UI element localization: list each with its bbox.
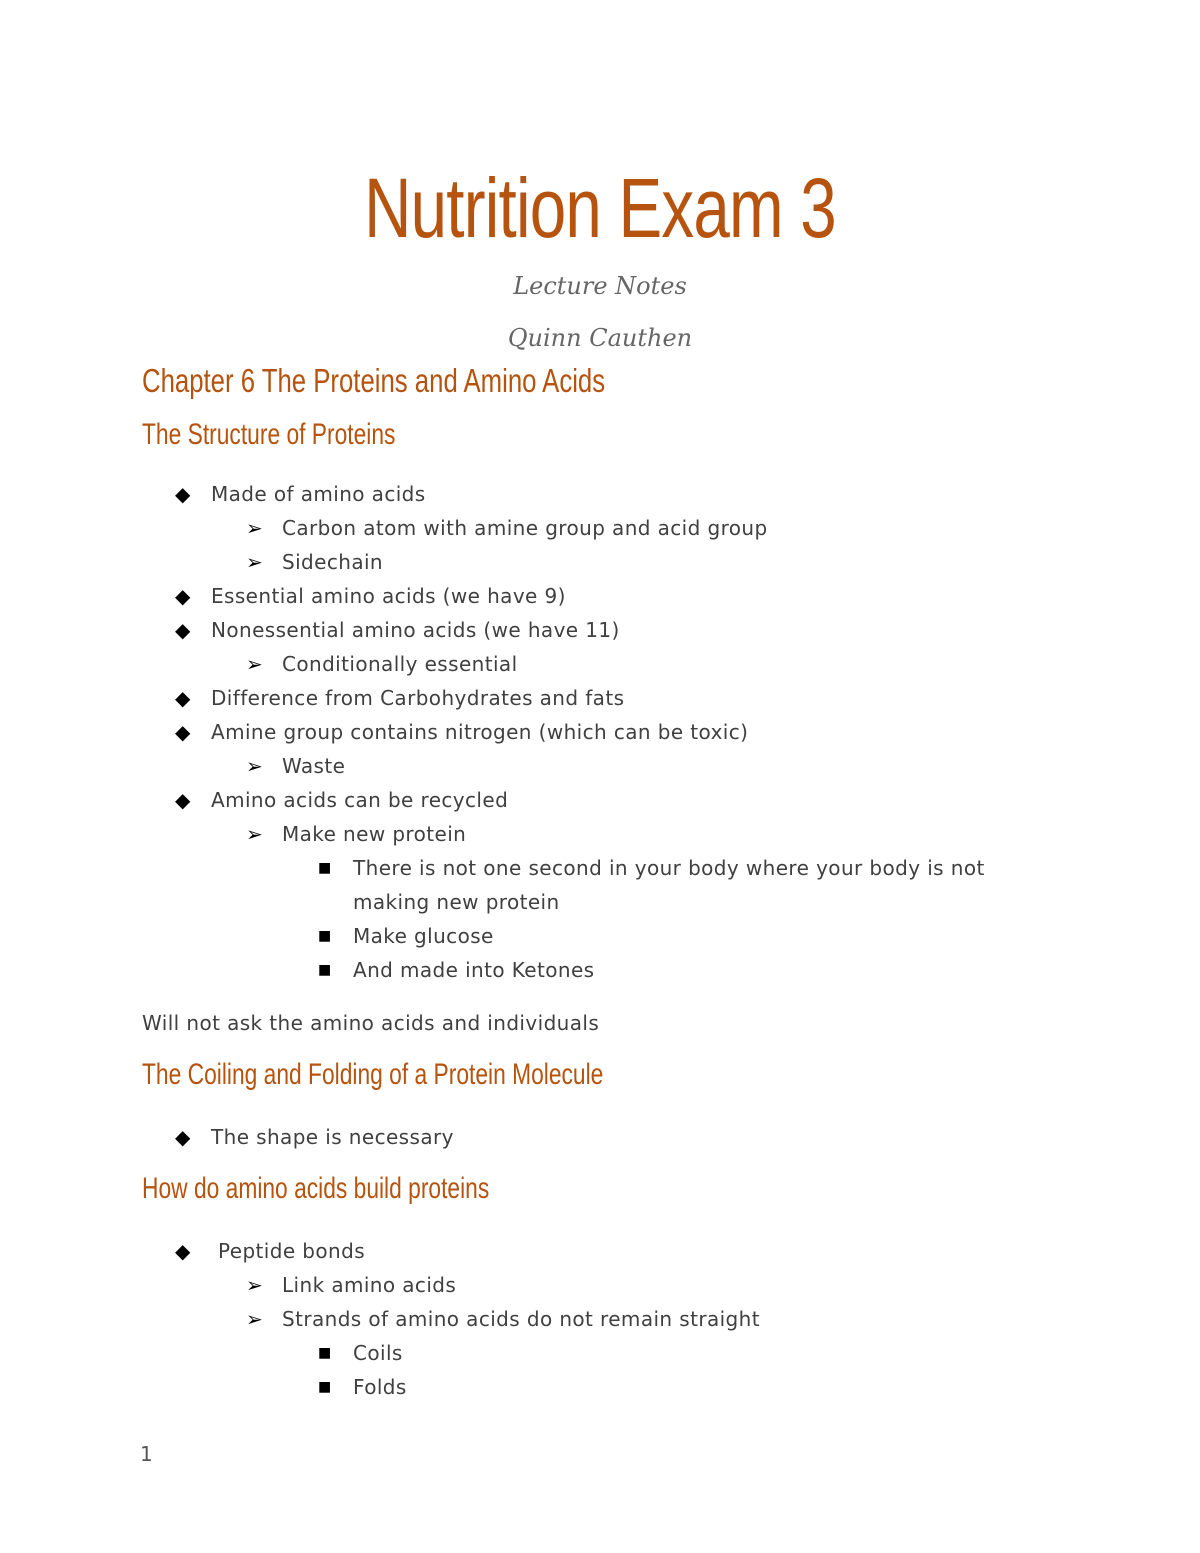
arrow-bullet-icon: ➢ <box>246 516 263 540</box>
diamond-bullet-icon: ◆ <box>175 788 191 812</box>
list-item: Waste <box>282 754 346 778</box>
list-item: Make glucose <box>353 924 494 948</box>
list-item: Sidechain <box>282 550 384 574</box>
page-number: 1 <box>140 1442 153 1466</box>
square-bullet-icon: ■ <box>318 1345 332 1361</box>
list-item: Made of amino acids <box>211 482 426 506</box>
list-item: There is not one second in your body where your body is not <box>353 856 985 880</box>
arrow-bullet-icon: ➢ <box>246 550 263 574</box>
chapter-heading: Chapter 6 The Proteins and Amino Acids <box>142 362 606 399</box>
diamond-bullet-icon: ◆ <box>175 1125 191 1149</box>
section-heading-structure: The Structure of Proteins <box>142 418 396 451</box>
diamond-bullet-icon: ◆ <box>175 720 191 744</box>
section-heading-coiling: The Coiling and Folding of a Protein Molecule <box>142 1058 604 1091</box>
list-item: And made into Ketones <box>353 958 595 982</box>
diamond-bullet-icon: ◆ <box>175 686 191 710</box>
note-text: Will not ask the amino acids and individuals <box>142 1011 600 1035</box>
arrow-bullet-icon: ➢ <box>246 1307 263 1331</box>
document-subtitle: Lecture Notes <box>513 272 687 300</box>
square-bullet-icon: ■ <box>318 962 332 978</box>
list-item: Strands of amino acids do not remain straight <box>282 1307 760 1331</box>
square-bullet-icon: ■ <box>318 1379 332 1395</box>
document-author: Quinn Cauthen <box>507 324 693 352</box>
diamond-bullet-icon: ◆ <box>175 584 191 608</box>
square-bullet-icon: ■ <box>318 928 332 944</box>
diamond-bullet-icon: ◆ <box>175 618 191 642</box>
square-bullet-icon: ■ <box>318 860 332 876</box>
list-item: Peptide bonds <box>218 1239 366 1263</box>
list-item: Carbon atom with amine group and acid group <box>282 516 768 540</box>
document-title: Nutrition Exam 3 <box>364 161 836 255</box>
list-item-continuation: making new protein <box>353 890 560 914</box>
arrow-bullet-icon: ➢ <box>246 822 263 846</box>
arrow-bullet-icon: ➢ <box>246 652 263 676</box>
list-item: Amine group contains nitrogen (which can be toxic) <box>211 720 749 744</box>
arrow-bullet-icon: ➢ <box>246 754 263 778</box>
list-item: Link amino acids <box>282 1273 457 1297</box>
list-item: Nonessential amino acids (we have 11) <box>211 618 620 642</box>
list-item: The shape is necessary <box>211 1125 454 1149</box>
arrow-bullet-icon: ➢ <box>246 1273 263 1297</box>
section-heading-build: How do amino acids build proteins <box>142 1172 490 1205</box>
diamond-bullet-icon: ◆ <box>175 1239 191 1263</box>
list-item: Coils <box>353 1341 403 1365</box>
list-item: Essential amino acids (we have 9) <box>211 584 566 608</box>
list-item: Difference from Carbohydrates and fats <box>211 686 625 710</box>
list-item: Make new protein <box>282 822 467 846</box>
list-item: Folds <box>353 1375 407 1399</box>
list-item: Conditionally essential <box>282 652 518 676</box>
list-item: Amino acids can be recycled <box>211 788 509 812</box>
diamond-bullet-icon: ◆ <box>175 482 191 506</box>
